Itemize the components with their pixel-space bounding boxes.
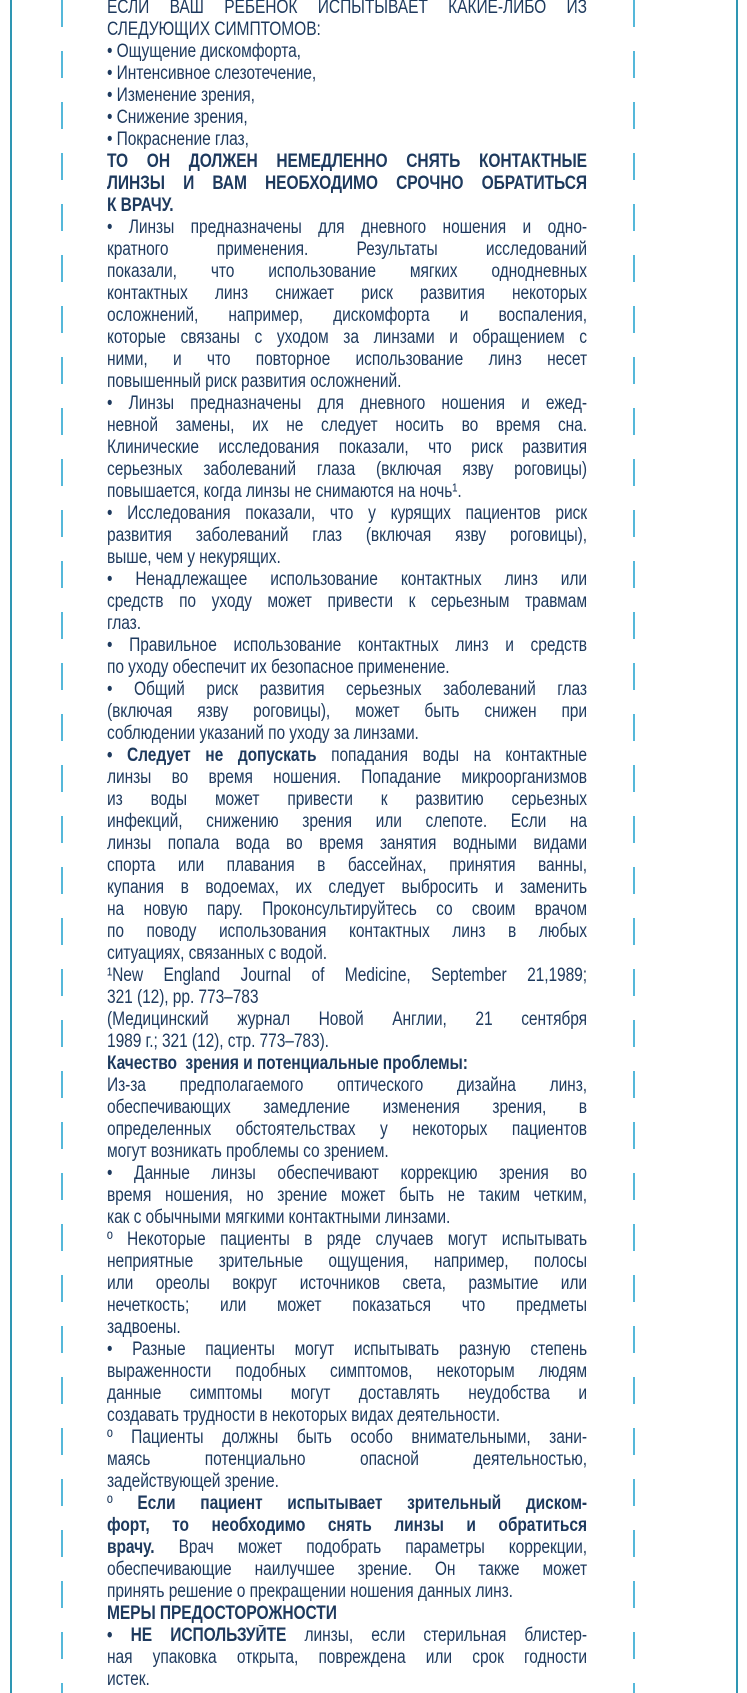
text-line xyxy=(107,371,587,393)
text-segment: 1989 г.; 321 (12), стр. 773–783). xyxy=(107,1031,329,1052)
text-line xyxy=(107,1075,587,1097)
text-segment: обеспечивающих замедление изменения зрения, в xyxy=(107,1097,587,1118)
text-segment: определенных обстоятельствах у некоторых пациентов xyxy=(107,1119,587,1140)
text-segment: контактных линз снижает риск развития некоторых xyxy=(107,283,587,304)
text-segment: повышается, когда линзы не снимаются на ночь¹. xyxy=(107,481,462,502)
text-line xyxy=(107,701,587,723)
text-line xyxy=(107,1581,587,1603)
text-segment: • Данные линзы обеспечивают коррекцию зрения во xyxy=(107,1163,587,1184)
text-segment: повышенный риск развития осложнений. xyxy=(107,371,402,392)
text-segment: истек. xyxy=(107,1669,150,1690)
text-line xyxy=(107,151,587,173)
text-segment: • Снижение зрения, xyxy=(107,107,248,128)
text-line xyxy=(107,261,587,283)
text-line xyxy=(107,349,587,371)
text-line xyxy=(107,1493,587,1515)
text-segment: задействующей зрение. xyxy=(107,1471,279,1492)
text-line xyxy=(107,1383,587,1405)
text-line xyxy=(107,1053,587,1075)
text-line xyxy=(107,745,587,767)
text-segment: кратного применения. Результаты исследований xyxy=(107,239,587,260)
text-line xyxy=(107,1537,587,1559)
text-line xyxy=(107,1009,587,1031)
fold-guide-left-dashed xyxy=(61,0,63,1693)
text-line xyxy=(107,1317,587,1339)
text-line xyxy=(107,613,587,635)
text-line xyxy=(107,503,587,525)
text-segment-bold: Качество зрения и потенциальные проблемы: xyxy=(107,1053,468,1074)
cut-guide-right-solid xyxy=(736,0,738,1693)
text-line xyxy=(107,635,587,657)
text-segment-bold: форт, то необходимо снять линзы и обратиться xyxy=(107,1515,587,1536)
text-line xyxy=(107,1273,587,1295)
text-line xyxy=(107,1251,587,1273)
text-segment: ними, и что повторное использование линз несет xyxy=(107,349,587,370)
text-line xyxy=(107,415,587,437)
text-segment: • Интенсивное слезотечение, xyxy=(107,63,317,84)
text-line xyxy=(107,217,587,239)
text-line xyxy=(107,1339,587,1361)
text-segment: нечеткость; или может показаться что предметы xyxy=(107,1295,587,1316)
text-line xyxy=(107,283,587,305)
text-segment: обеспечивающие наилучшее зрение. Он также может xyxy=(107,1559,587,1580)
text-segment: время ношения, но зрение может быть не таким четким, xyxy=(107,1185,587,1206)
text-segment: • Ненадлежащее использование контактных линз или xyxy=(107,569,587,590)
text-segment: показали, что использование мягких однодневных xyxy=(107,261,587,282)
text-segment: неприятные зрительные ощущения, например, полосы xyxy=(107,1251,587,1272)
text-segment: невной замены, их не следует носить во время сна. xyxy=(107,415,587,436)
text-segment: º xyxy=(107,1493,138,1514)
text-line xyxy=(107,305,587,327)
text-line xyxy=(107,1603,587,1625)
text-segment: • Общий риск развития серьезных заболеваний глаз xyxy=(107,679,587,700)
text-line xyxy=(107,789,587,811)
text-line xyxy=(107,437,587,459)
text-segment-bold: ТО ОН ДОЛЖЕН НЕМЕДЛЕННО СНЯТЬ КОНТАКТНЫЕ xyxy=(107,151,587,172)
text-segment: ная упаковка открыта, повреждена или срок годности xyxy=(107,1647,587,1668)
text-line xyxy=(107,1207,587,1229)
text-line xyxy=(107,987,587,1009)
text-segment: по поводу использования контактных линз в любых xyxy=(107,921,587,942)
text-segment: как с обычными мягкими контактными линзами. xyxy=(107,1207,451,1228)
text-segment-bold: МЕРЫ ПРЕДОСТОРОЖНОСТИ xyxy=(107,1603,337,1624)
text-line xyxy=(107,899,587,921)
text-line xyxy=(107,0,587,19)
text-line xyxy=(107,811,587,833)
text-line xyxy=(107,1515,587,1537)
text-segment: • Покраснение глаз, xyxy=(107,129,249,150)
text-segment: линзы во время ношения. Попадание микроорганизмов xyxy=(107,767,587,788)
text-line xyxy=(107,19,587,41)
text-segment: спорта или плавания в бассейнах, принятия ванны, xyxy=(107,855,587,876)
text-line xyxy=(107,1295,587,1317)
text-line xyxy=(107,1361,587,1383)
text-segment: серьезных заболеваний глаза (включая язву роговицы) xyxy=(107,459,587,480)
text-segment-bold: ЛИНЗЫ И ВАМ НЕОБХОДИМО СРОЧНО ОБРАТИТЬСЯ xyxy=(107,173,587,194)
text-segment: глаз. xyxy=(107,613,141,634)
text-line xyxy=(107,1625,587,1647)
text-segment: линзы попала вода во время занятия водными видами xyxy=(107,833,587,854)
text-segment: купания в водоемах, их следует выбросить и заменить xyxy=(107,877,587,898)
text-segment: могут возникать проблемы со зрением. xyxy=(107,1141,389,1162)
text-line xyxy=(107,855,587,877)
text-line xyxy=(107,195,587,217)
text-segment: которые связаны с уходом за линзами и обращением с xyxy=(107,327,587,348)
text-segment-bold: • НЕ ИСПОЛЬЗУЙТЕ xyxy=(107,1625,287,1646)
text-segment: Клинические исследования показали, что риск развития xyxy=(107,437,587,458)
text-line xyxy=(107,1449,587,1471)
text-segment: принять решение о прекращении ношения данных линз. xyxy=(107,1581,513,1602)
text-segment: попадания воды на контактные xyxy=(316,745,587,766)
text-line xyxy=(107,1185,587,1207)
text-line xyxy=(107,129,587,151)
text-line xyxy=(107,239,587,261)
text-line xyxy=(107,107,587,129)
text-line xyxy=(107,1229,587,1251)
text-segment: • Линзы предназначены для дневного ношения и ежед- xyxy=(107,393,587,414)
text-segment-bold: К ВРАЧУ. xyxy=(107,195,174,216)
text-segment: • Изменение зрения, xyxy=(107,85,255,106)
text-line xyxy=(107,481,587,503)
text-line xyxy=(107,833,587,855)
text-segment: линзы, если стерильная блистер- xyxy=(286,1625,587,1646)
text-segment: ¹New England Journal of Medicine, September 21,1989; xyxy=(107,965,587,986)
text-line xyxy=(107,1669,587,1691)
text-line xyxy=(107,1427,587,1449)
text-line xyxy=(107,679,587,701)
text-segment: осложнений, например, дискомфорта и воспаления, xyxy=(107,305,587,326)
text-segment: развития заболеваний глаз (включая язву роговицы), xyxy=(107,525,587,546)
text-line xyxy=(107,877,587,899)
text-segment: из воды может привести к развитию серьезных xyxy=(107,789,587,810)
text-column xyxy=(107,0,587,1691)
text-segment: • Разные пациенты могут испытывать разную степень xyxy=(107,1339,587,1360)
text-line xyxy=(107,591,587,613)
text-line xyxy=(107,1031,587,1053)
text-segment: (Медицинский журнал Новой Англии, 21 сентября xyxy=(107,1009,587,1030)
text-line xyxy=(107,1559,587,1581)
text-line xyxy=(107,41,587,63)
text-line xyxy=(107,525,587,547)
text-segment: • Ощущение дискомфорта, xyxy=(107,41,301,62)
text-segment: соблюдении указаний по уходу за линзами. xyxy=(107,723,419,744)
text-segment: • Исследования показали, что у курящих пациентов риск xyxy=(107,503,587,524)
text-line xyxy=(107,921,587,943)
text-line xyxy=(107,393,587,415)
text-segment: средств по уходу может привести к серьезным травмам xyxy=(107,591,587,612)
text-line xyxy=(107,1471,587,1493)
fold-guide-right-dashed xyxy=(633,0,635,1693)
text-segment: СЛЕДУЮЩИХ СИМПТОМОВ: xyxy=(107,19,321,40)
text-segment: ситуациях, связанных с водой. xyxy=(107,943,327,964)
text-segment: выше, чем у некурящих. xyxy=(107,547,281,568)
text-segment: • Правильное использование контактных линз и средств xyxy=(107,635,587,656)
text-segment: данные симптомы могут доставлять неудобства и xyxy=(107,1383,587,1404)
text-line xyxy=(107,657,587,679)
text-segment: Врач может подобрать параметры коррекции, xyxy=(154,1537,587,1558)
text-line xyxy=(107,1141,587,1163)
text-line xyxy=(107,965,587,987)
text-segment: создавать трудности в некоторых видах деятельности. xyxy=(107,1405,501,1426)
text-segment: ЕСЛИ ВАШ РЕБЕНОК ИСПЫТЫВАЕТ КАКИЕ-ЛИБО ИЗ xyxy=(107,0,587,18)
text-line xyxy=(107,569,587,591)
text-line xyxy=(107,1405,587,1427)
text-line xyxy=(107,63,587,85)
text-line xyxy=(107,1097,587,1119)
text-segment: Из-за предполагаемого оптического дизайна линз, xyxy=(107,1075,587,1096)
text-segment: задвоены. xyxy=(107,1317,181,1338)
text-segment: инфекций, снижению зрения или слепоте. Если на xyxy=(107,811,587,832)
text-line xyxy=(107,547,587,569)
text-line xyxy=(107,173,587,195)
cut-guide-left-solid xyxy=(10,0,12,1693)
text-segment: (включая язву роговицы), может быть снижен при xyxy=(107,701,587,722)
text-segment: на новую пару. Проконсультируйтесь со своим врачом xyxy=(107,899,587,920)
text-segment: выраженности подобных симптомов, некоторым людям xyxy=(107,1361,587,1382)
text-segment-bold: • Следует не допускать xyxy=(107,745,317,766)
text-segment: º Некоторые пациенты в ряде случаев могут испытывать xyxy=(107,1229,587,1250)
text-segment: маясь потенциально опасной деятельностью, xyxy=(107,1449,587,1470)
text-line xyxy=(107,723,587,745)
text-segment: 321 (12), pp. 773–783 xyxy=(107,987,259,1008)
text-line xyxy=(107,943,587,965)
text-segment: • Линзы предназначены для дневного ношения и одно- xyxy=(107,217,587,238)
text-segment: или ореолы вокруг источников света, размытие или xyxy=(107,1273,587,1294)
text-line xyxy=(107,767,587,789)
text-line xyxy=(107,459,587,481)
text-line xyxy=(107,1647,587,1669)
text-segment-bold: Если пациент испытывает зрительный диском- xyxy=(137,1493,587,1514)
text-segment: º Пациенты должны быть особо внимательными, зани- xyxy=(107,1427,587,1448)
text-segment-bold: врачу. xyxy=(107,1537,155,1558)
text-line xyxy=(107,1163,587,1185)
text-line xyxy=(107,85,587,107)
text-line xyxy=(107,1119,587,1141)
text-segment: по уходу обеспечит их безопасное применение. xyxy=(107,657,450,678)
text-line xyxy=(107,327,587,349)
